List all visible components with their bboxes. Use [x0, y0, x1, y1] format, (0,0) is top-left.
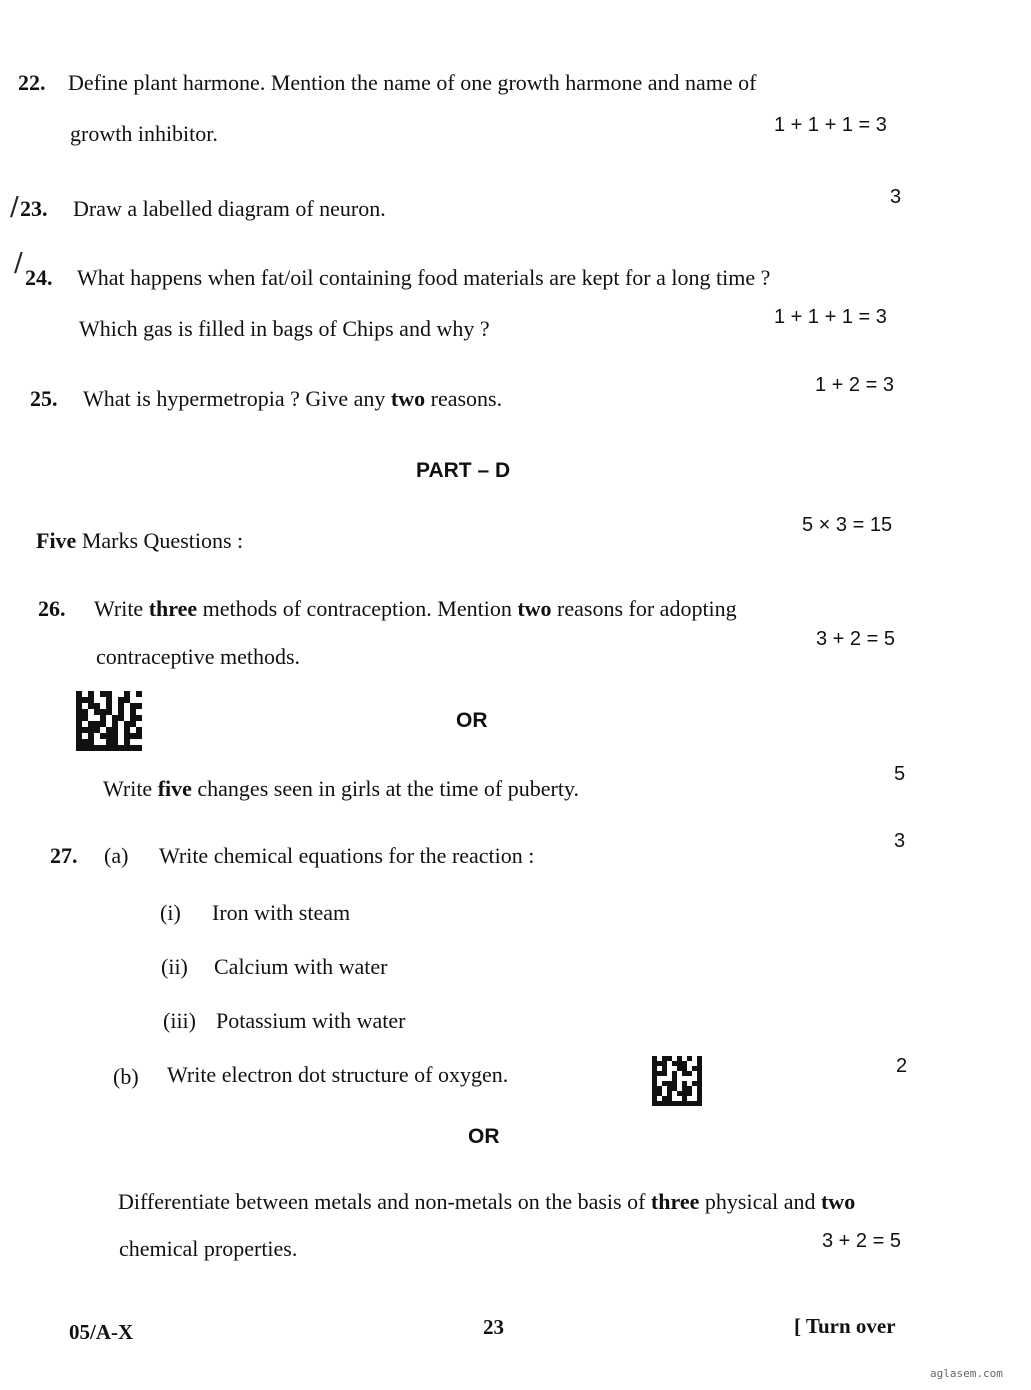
q24-number: 24. — [25, 265, 53, 290]
q26-number: 26. — [38, 596, 66, 621]
turn-over: [ Turn over — [794, 1314, 896, 1338]
q27-number: 27. — [50, 843, 78, 868]
q27-alt-line1: Differentiate between metals and non-metals on the basis of three physical and two — [118, 1189, 856, 1214]
q26-alt-marks: 5 — [894, 763, 906, 785]
q23-number: 23. — [20, 196, 48, 221]
q26-line2: contraceptive methods. — [96, 644, 301, 669]
qr-code-icon — [76, 690, 142, 752]
tick-mark-icon: / — [10, 192, 19, 222]
q27-or: OR — [468, 1125, 500, 1148]
q27-item-text: Potassium with water — [216, 1008, 406, 1033]
q23-text: Draw a labelled diagram of neuron. — [73, 196, 386, 221]
q27-a-text: Write chemical equations for the reaction : — [159, 843, 535, 868]
tick-mark-icon: / — [14, 248, 23, 278]
watermark: aglasem.com — [930, 1367, 1003, 1380]
q27-item-label: (i) — [160, 900, 181, 925]
q22-line2: growth inhibitor. — [70, 121, 218, 146]
q24-marks: 1 + 1 + 1 = 3 — [774, 306, 887, 328]
q27-a-marks: 3 — [894, 830, 906, 852]
q25-number: 25. — [30, 386, 58, 411]
q27-item-label: (ii) — [161, 954, 188, 979]
q27-a-label: (a) — [104, 843, 129, 868]
paper-code: 05/A-X — [69, 1320, 134, 1344]
q27-item-label: (iii) — [163, 1008, 196, 1033]
q27-alt-marks: 3 + 2 = 5 — [822, 1230, 901, 1252]
part-d-heading: PART – D — [416, 459, 511, 482]
page-number: 23 — [483, 1315, 504, 1339]
q26-or: OR — [456, 709, 488, 732]
q24-line1: What happens when fat/oil containing food materials are kept for a long time ? — [77, 265, 771, 290]
five-marks-total: 5 × 3 = 15 — [802, 514, 893, 536]
q27-alt-line2: chemical properties. — [119, 1236, 298, 1261]
qr-code-icon — [652, 1056, 702, 1106]
five-marks-label: Five Marks Questions : — [36, 528, 244, 553]
q27-b-label: (b) — [113, 1064, 139, 1089]
q22-number: 22. — [18, 70, 46, 95]
q26-line1: Write three methods of contraception. Mention two reasons for adopting — [94, 596, 737, 621]
q25-text: What is hypermetropia ? Give any two reasons. — [83, 386, 503, 411]
q27-item-text: Iron with steam — [212, 900, 351, 925]
q27-b-text: Write electron dot structure of oxygen. — [167, 1062, 509, 1087]
q27-item-text: Calcium with water — [214, 954, 388, 979]
q22-line1: Define plant harmone. Mention the name of one growth harmone and name of — [68, 70, 757, 95]
q26-alt-text: Write five changes seen in girls at the time of puberty. — [103, 776, 580, 801]
q25-marks: 1 + 2 = 3 — [815, 374, 894, 396]
q27-b-marks: 2 — [896, 1055, 908, 1077]
q26-marks: 3 + 2 = 5 — [816, 628, 895, 650]
q22-marks: 1 + 1 + 1 = 3 — [774, 114, 887, 136]
q23-marks: 3 — [890, 186, 902, 208]
q24-line2: Which gas is filled in bags of Chips and why ? — [79, 316, 490, 341]
